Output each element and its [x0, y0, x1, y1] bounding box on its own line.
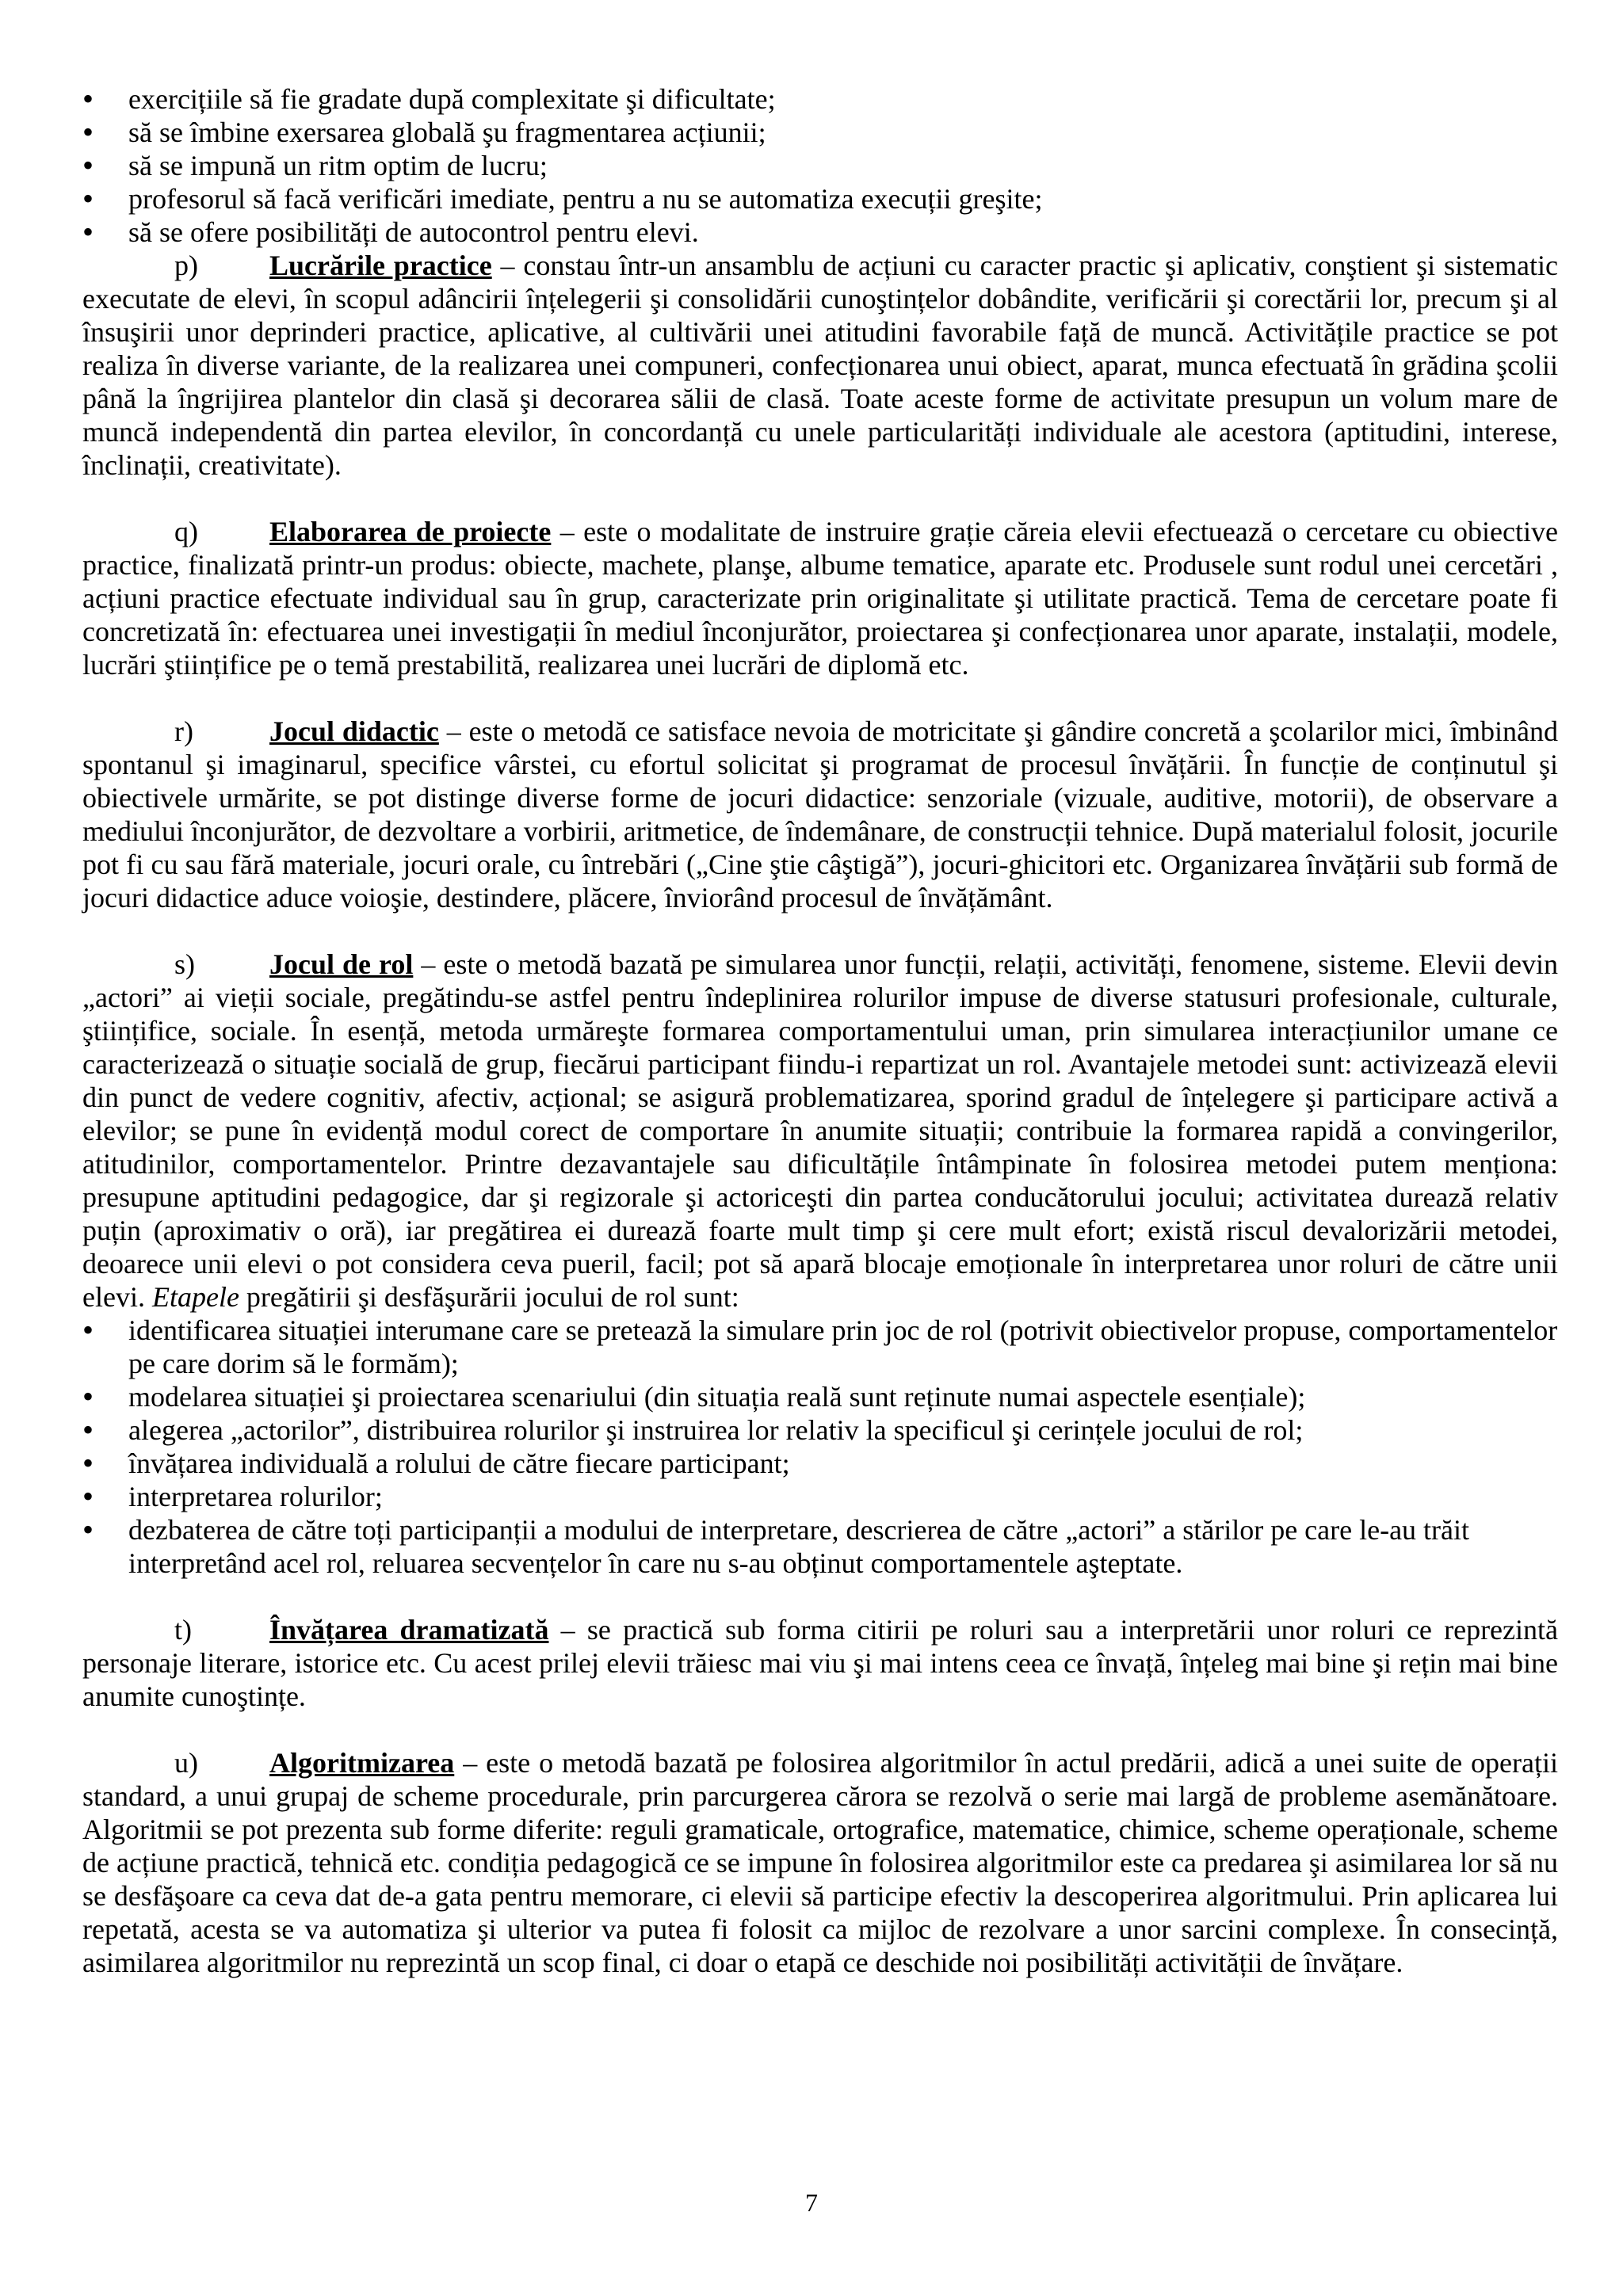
section-marker: p) [174, 250, 198, 281]
section-term: Lucrările practice [269, 250, 492, 281]
list-item: • interpretarea rolurilor; [82, 1480, 1558, 1513]
bullet-list-etape-joc-rol [82, 1314, 1558, 1580]
section-marker: u) [174, 1747, 198, 1779]
document-body [82, 82, 1558, 1979]
list-item: • alegerea „actorilor”, distribuirea rolurilor şi instruirea lor relativ la specificul şi cerințele jocului de rol; [82, 1413, 1558, 1447]
section-term: Jocul de rol [269, 948, 414, 980]
paragraph-jocul-didactic [82, 715, 1558, 914]
page-number: 7 [805, 2188, 818, 2217]
list-item: • dezbaterea de către toți participanții a modului de interpretare, descrierea de către „actori” a stărilor pe care le-au trăit interpretând acel rol, reluarea secvențelor în care nu s-au obținut comportamentele aşteptate. [82, 1513, 1558, 1580]
paragraph-lucrari-practice [82, 249, 1558, 482]
list-item: • modelarea situației şi proiectarea scenariului (din situația reală sunt reținute numai aspectele esențiale); [82, 1380, 1558, 1413]
section-text: – constau într-un ansamblu de acțiuni cu caracter practic şi aplicativ, conştient şi sistematic executate de elevi, în scopul adâncirii înțelegerii şi consolidării cunoştințelor dobândite, verificării şi corectării lor, precum şi al însuşirii unor deprinderi practice, aplicative, al cultivării unei atitudini favorabile față de muncă. Activitățile practice se pot realiza în diverse variante, de la realizarea unei compuneri, confecționarea unui obiect, aparat, munca efectuată în grădina şcolii până la îngrijirea plantelor din clasă şi decorarea sălii de clasă. Toate aceste forme de activitate presupun un volum mare de muncă independentă din partea elevilor, în concordanță cu unele particularități individuale ale acestora (aptitudini, interese, înclinații, creativitate). [82, 250, 1558, 481]
list-item: • să se impună un ritm optim de lucru; [82, 149, 1558, 182]
section-marker: t) [174, 1614, 192, 1646]
list-item: • învățarea individuală a rolului de către fiecare participant; [82, 1447, 1558, 1480]
section-text: – este o modalitate de instruire grație căreia elevii efectuează o cercetare cu obiective practice, finalizată printr-un produs: obiecte, machete, planşe, albume tematice, aparate etc. Produsele sunt rodul unei cercetări , acțiuni practice efectuate individual sau în grup, caracterizate prin originalitate şi utilitate practică. Tema de cercetare poate fi concretizată în: efectuarea unei investigații în mediul înconjurător, proiectarea şi confecționarea unor aparate, instalații, modele, lucrări ştiințifice pe o temă prestabilită, realizarea unei lucrări de diplomă etc. [82, 516, 1558, 681]
section-term: Algoritmizarea [269, 1747, 455, 1779]
section-text-after: pregătirii şi desfăşurării jocului de rol sunt: [239, 1281, 739, 1313]
paragraph-invatarea-dramatizata [82, 1613, 1558, 1713]
paragraph-elaborarea-proiecte [82, 515, 1558, 681]
paragraph-jocul-de-rol [82, 948, 1558, 1314]
section-term: Elaborarea de proiecte [269, 516, 552, 547]
list-item: • identificarea situației interumane care se pretează la simulare prin joc de rol (potrivit obiectivelor propuse, comportamentelor pe care dorim să le formăm); [82, 1314, 1558, 1380]
section-marker: r) [174, 715, 193, 747]
section-text: – este o metodă ce satisface nevoia de motricitate şi gândire concretă a şcolarilor mici, îmbinând spontanul şi imaginarul, specifice vârstei, cu efortul solicitat şi programat de procesul învățării. În funcție de conținutul şi obiectivele urmărite, se pot distinge diverse forme de jocuri didactice: senzoriale (vizuale, auditive, motorii), de observare a mediului înconjurător, de dezvoltare a vorbirii, aritmetice, de îndemânare, de construcții tehnice. După materialul folosit, jocurile pot fi cu sau fără materiale, jocuri orale, cu întrebări („Cine ştie câştigă”), jocuri-ghicitori etc. Organizarea învățării sub formă de jocuri didactice aduce voioşie, destindere, plăcere, înviorând procesul de învățământ. [82, 715, 1558, 913]
list-item: • să se ofere posibilități de autocontrol pentru elevi. [82, 215, 1558, 249]
section-term: Jocul didactic [269, 715, 439, 747]
emphasis-etapele: Etapele [151, 1281, 239, 1313]
list-item: • să se îmbine exersarea globală şu fragmentarea acțiunii; [82, 116, 1558, 149]
section-marker: q) [174, 516, 198, 547]
list-item: • profesorul să facă verificări imediate, pentru a nu se automatiza execuții greşite; [82, 182, 1558, 215]
section-text: – se practică sub forma citirii pe roluri sau a interpretării unor roluri ce reprezintă personaje literare, istorice etc. Cu acest prilej elevii trăiesc mai viu şi mai intens ceea ce învață, înțeleg mai bine şi rețin mai bine anumite cunoştințe. [82, 1614, 1558, 1712]
section-text: – este o metodă bazată pe folosirea algoritmilor în actul predării, adică a unei suite de operații standard, a unui grupaj de scheme procedurale, prin parcurgerea cărora se rezolvă o serie mai largă de probleme asemănătoare. Algoritmii se pot prezenta sub forme diferite: reguli gramaticale, ortografice, matematice, chimice, scheme operaționale, scheme de acțiune practică, tehnică etc. condiția pedagogică ce se impune în folosirea algoritmilor este ca predarea şi asimilarea lor să nu se desfăşoare ca ceva dat de-a gata pentru memorare, ci elevii să participe efectiv la descoperirea algoritmului. Prin aplicarea lui repetată, acesta se va automatiza şi ulterior va putea fi folosit ca mijloc de rezolvare a unor sarcini complexe. În consecință, asimilarea algoritmilor nu reprezintă un scop final, ci doar o etapă ce deschide noi posibilități activității de învățare. [82, 1747, 1558, 1978]
section-marker: s) [174, 948, 195, 980]
list-item: • exercițiile să fie gradate după complexitate şi dificultate; [82, 82, 1558, 116]
paragraph-algoritmizarea [82, 1746, 1558, 1979]
bullet-list-exercises [82, 82, 1558, 249]
section-text: – este o metodă bazată pe simularea unor funcții, relații, activități, fenomene, sisteme. Elevii devin „actori” ai vieții sociale, pregătindu-se astfel pentru îndeplinirea rolurilor impuse de diverse statusuri profesionale, culturale, ştiințifice, sociale. În esență, metoda urmăreşte formarea comportamentului uman, prin simularea interacțiunilor umane ce caracterizează o situație socială de grup, fiecărui participant fiindu-i repartizat un rol. Avantajele metodei sunt: activizează elevii din punct de vedere cognitiv, afectiv, acțional; se asigură problematizarea, sporind gradul de înțelegere şi participare activă a elevilor; se pune în evidență modul corect de comportare în anumite situații; contribuie la formarea rapidă a convingerilor, atitudinilor, comportamentelor. Printre dezavantajele sau dificultățile întâmpinate în folosirea metodei putem menționa: presupune aptitudini pedagogice, dar şi regizorale şi actoriceşti din partea conducătorului jocului; activitatea durează relativ puțin (aproximativ o oră), iar pregătirea ei durează foarte mult timp şi cere mult efort; există riscul devalorizării metodei, deoarece unii elevi o pot considera ceva pueril, facil; pot să apară blocaje emoționale în interpretarea unor roluri de către unii elevi. [82, 948, 1558, 1313]
section-term: Învățarea dramatizată [269, 1614, 549, 1646]
